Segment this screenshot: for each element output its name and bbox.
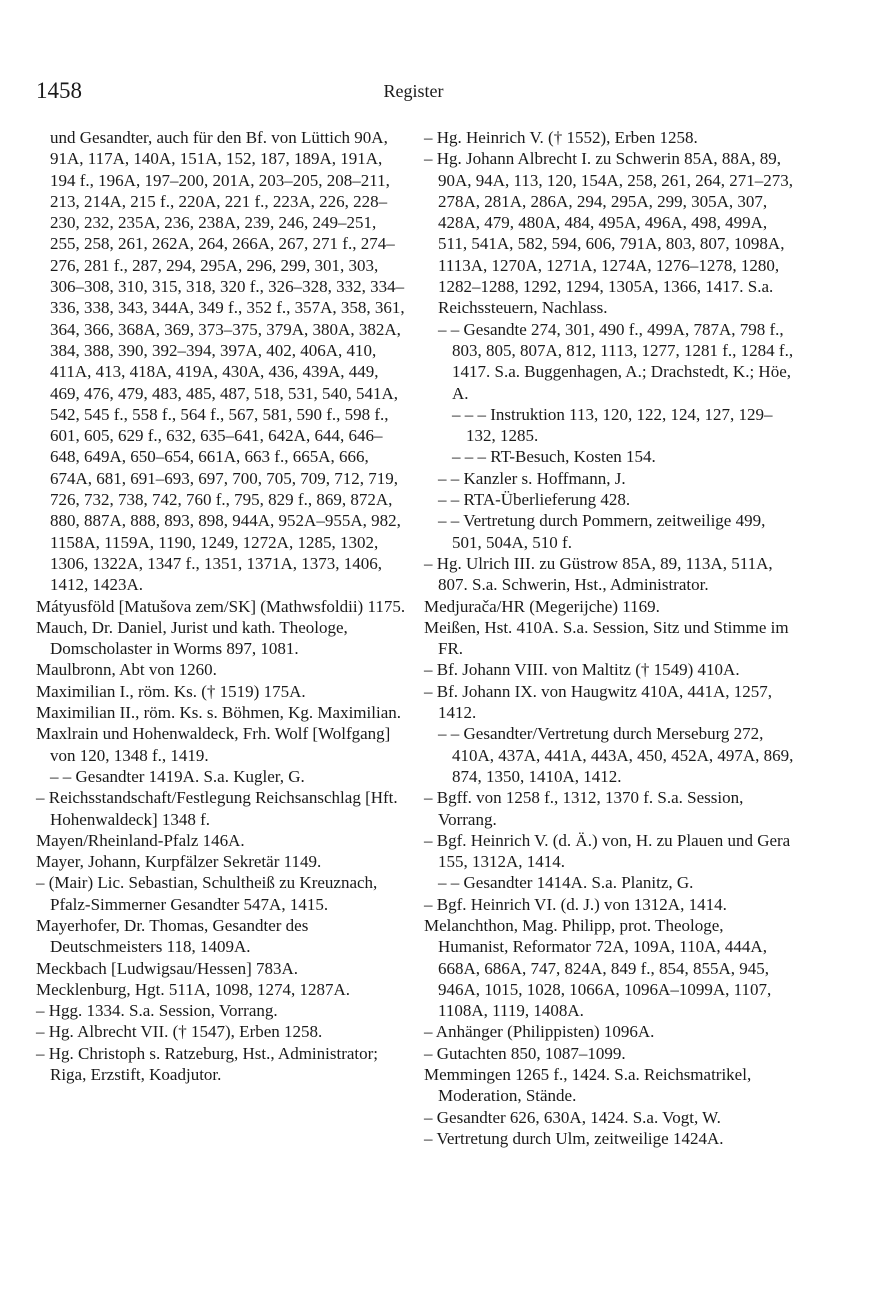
index-entry: – (Mair) Lic. Sebastian, Schultheiß zu Kreuznach, Pfalz-Simmerner Gesandter 547A, 1415. xyxy=(36,873,378,914)
index-entry: – Bgff. von 1258 f., 1312, 1370 f. S.a. Session, Vorrang. xyxy=(424,788,744,829)
index-entry: – Anhänger (Philippisten) 1096A. xyxy=(424,1022,655,1042)
index-entry: Meckbach [Ludwigsau/Hessen] 783A. xyxy=(36,958,299,978)
index-entry: – Gesandter 626, 630A, 1424. S.a. Vogt, W. xyxy=(424,1107,721,1127)
index-entry: – – Kanzler s. Hoffmann, J. xyxy=(438,468,626,488)
page-number: 1458 xyxy=(36,78,82,103)
page-header xyxy=(36,78,791,108)
index-entry: Mecklenburg, Hgt. 511A, 1098, 1274, 1287A. xyxy=(36,979,351,999)
index-entry: Meißen, Hst. 410A. S.a. Session, Sitz und Stimme im FR. xyxy=(424,617,789,659)
index-entry: – Bf. Johann VIII. von Maltitz († 1549) 410A. xyxy=(424,660,740,680)
index-entry: Maxlrain und Hohenwaldeck, Frh. Wolf [Wolfgang] von 120, 1348 f., 1419. xyxy=(36,724,391,765)
index-entry: – Reichsstandschaft/Festlegung Reichsanschlag [Hft. Hohenwaldeck] 1348 f. xyxy=(36,788,398,829)
index-entry: Mayerhofer, Dr. Thomas, Gesandter des Deutschmeisters 118, 1409A. xyxy=(36,915,309,957)
index-entry: – – Gesandter 1419A. S.a. Kugler, G. xyxy=(50,766,305,786)
index-entry: Mauch, Dr. Daniel, Jurist und kath. Theologe, Domscholaster in Worms 897, 1081. xyxy=(36,617,348,659)
index-entry: Maximilian I., röm. Ks. († 1519) 175A. xyxy=(36,681,306,701)
index-entry: – Hg. Johann Albrecht I. zu Schwerin 85A, 88A, 89, 90A, 94A, 113, 120, 154A, 258, 261, 264, 271–273, 278A, 281A, 286A, 294, 295A, 299, 305A, 307, 428A, 479, 480A, 484, 495A, 496A, 498, 499A, 511, 541A, 582, 594, 606, 791A, 803, 807, 1098A, 1113A, 1270A, 1271A, 1274A, 1276–1278, 1280, 1282–1288, 1292, 1294, 1305A, 1366, 1417. S.a. Reichssteuern, Nachlass. xyxy=(424,149,793,318)
running-title: Register xyxy=(383,81,444,101)
index-entry: – Hg. Heinrich V. († 1552), Erben 1258. xyxy=(424,128,698,147)
index-entry: Medjurača/HR (Megerijche) 1169. xyxy=(424,596,660,616)
index-entry: – Hg. Ulrich III. zu Güstrow 85A, 89, 113A, 511A, 807. S.a. Schwerin, Hst., Administrator. xyxy=(424,553,773,595)
index-entry: Melanchthon, Mag. Philipp, prot. Theologe, Humanist, Reformator 72A, 109A, 110A, 444A, 668A, 686A, 747, 824A, 849 f., 854, 855A, 945, 946A, 1015, 1028, 1066A, 1096A–1099A, 1107, 1108A, 1119, 1408A. xyxy=(424,915,772,1021)
index-entry: Memmingen 1265 f., 1424. S.a. Reichsmatrikel, Moderation, Stände. xyxy=(424,1065,752,1106)
index-entry: – – – Instruktion 113, 120, 122, 124, 127, 129–132, 1285. xyxy=(452,404,773,446)
index-entry: Mátyusföld [Matušova zem/SK] (Mathwsfoldii) 1175. xyxy=(36,596,406,616)
index-entry: – – RTA-Überlieferung 428. xyxy=(438,490,631,510)
index-entry: – Gutachten 850, 1087–1099. xyxy=(424,1043,626,1063)
index-entry: und Gesandter, auch für den Bf. von Lüttich 90A, 91A, 117A, 140A, 151A, 152, 187, 189A, 191A, 194 f., 196A, 197–200, 201A, 203–205, 208–211, 213, 214A, 215 f., 220A, 221 f., 223A, 226, 228–230, 232, 235A, 236, 238A, 239, 246, 249–251, 255, 258, 261, 262A, 264, 266A, 267, 271 f., 274–276, 281 f., 287, 294, 295A, 296, 299, 301, 303, 306–308, 310, 315, 318, 320 f., 326–328, 332, 334–336, 338, 343, 344A, 349 f., 352 f., 357A, 358, 361, 364, 366, 368A, 369, 373–375, 379A, 380A, 382A, 384, 388, 390, 392–394, 397A, 402, 406A, 410, 411A, 413, 418A, 419A, 430A, 436, 439A, 449, 469, 476, 479, 483, 485, 487, 518, 531, 540, 541A, 542, 545 f., 558 f., 564 f., 567, 581, 590 f., 598 f., 601, 605, 629 f., 632, 635–641, 642A, 644, 646–648, 649A, 650–654, 661A, 663 f., 665A, 666, 674A, 681, 691–693, 697, 700, 705, 709, 712, 719, 726, 732, 738, 742, 760 f., 795, 829 f., 869, 872A, 880, 887A, 888, 893, 898, 944A, 952A–955A, 982, 1158A, 1159A, 1190, 1249, 1272A, 1285, 1302, 1306, 1322A, 1347 f., 1351, 1371A, 1373, 1406, 1412, 1423A. xyxy=(50,128,405,595)
index-entry: – Hg. Albrecht VII. († 1547), Erben 1258. xyxy=(36,1022,323,1042)
index-entry: Maulbronn, Abt von 1260. xyxy=(36,660,217,680)
index-entry: – Vertretung durch Ulm, zeitweilige 1424A. xyxy=(424,1128,724,1148)
index-entry: – – Gesandter 1414A. S.a. Planitz, G. xyxy=(438,873,694,893)
index-column-right xyxy=(424,127,794,1149)
index-entry: Mayer, Johann, Kurpfälzer Sekretär 1149. xyxy=(36,852,322,872)
index-entry: – Hgg. 1334. S.a. Session, Vorrang. xyxy=(36,1001,278,1021)
index-entry: Maximilian II., röm. Ks. s. Böhmen, Kg. Maximilian. xyxy=(36,703,401,723)
index-entry: – – Vertretung durch Pommern, zeitweilige 499, 501, 504A, 510 f. xyxy=(438,511,766,552)
index-entry: Mayen/Rheinland-Pfalz 146A. xyxy=(36,830,245,850)
index-entry: – Bgf. Heinrich VI. (d. J.) von 1312A, 1414. xyxy=(424,894,727,914)
index-entry: – – – RT-Besuch, Kosten 154. xyxy=(452,447,656,467)
index-entry: – – Gesandter/Vertretung durch Merseburg 272, 410A, 437A, 441A, 443A, 450, 452A, 497A, 869, 874, 1350, 1410A, 1412. xyxy=(438,724,794,786)
index-column-left xyxy=(36,127,406,1085)
index-entry: – Bf. Johann IX. von Haugwitz 410A, 441A, 1257, 1412. xyxy=(424,681,772,723)
index-entry: – – Gesandte 274, 301, 490 f., 499A, 787A, 798 f., 803, 805, 807A, 812, 1113, 1277, 1281 f., 1284 f., 1417. S.a. Buggenhagen, A.; Drachstedt, K.; Höe, A. xyxy=(438,319,794,403)
index-entry: – Hg. Christoph s. Ratzeburg, Hst., Administrator; Riga, Erzstift, Koadjutor. xyxy=(36,1043,379,1085)
index-entry: – Bgf. Heinrich V. (d. Ä.) von, H. zu Plauen und Gera 155, 1312A, 1414. xyxy=(424,830,791,872)
